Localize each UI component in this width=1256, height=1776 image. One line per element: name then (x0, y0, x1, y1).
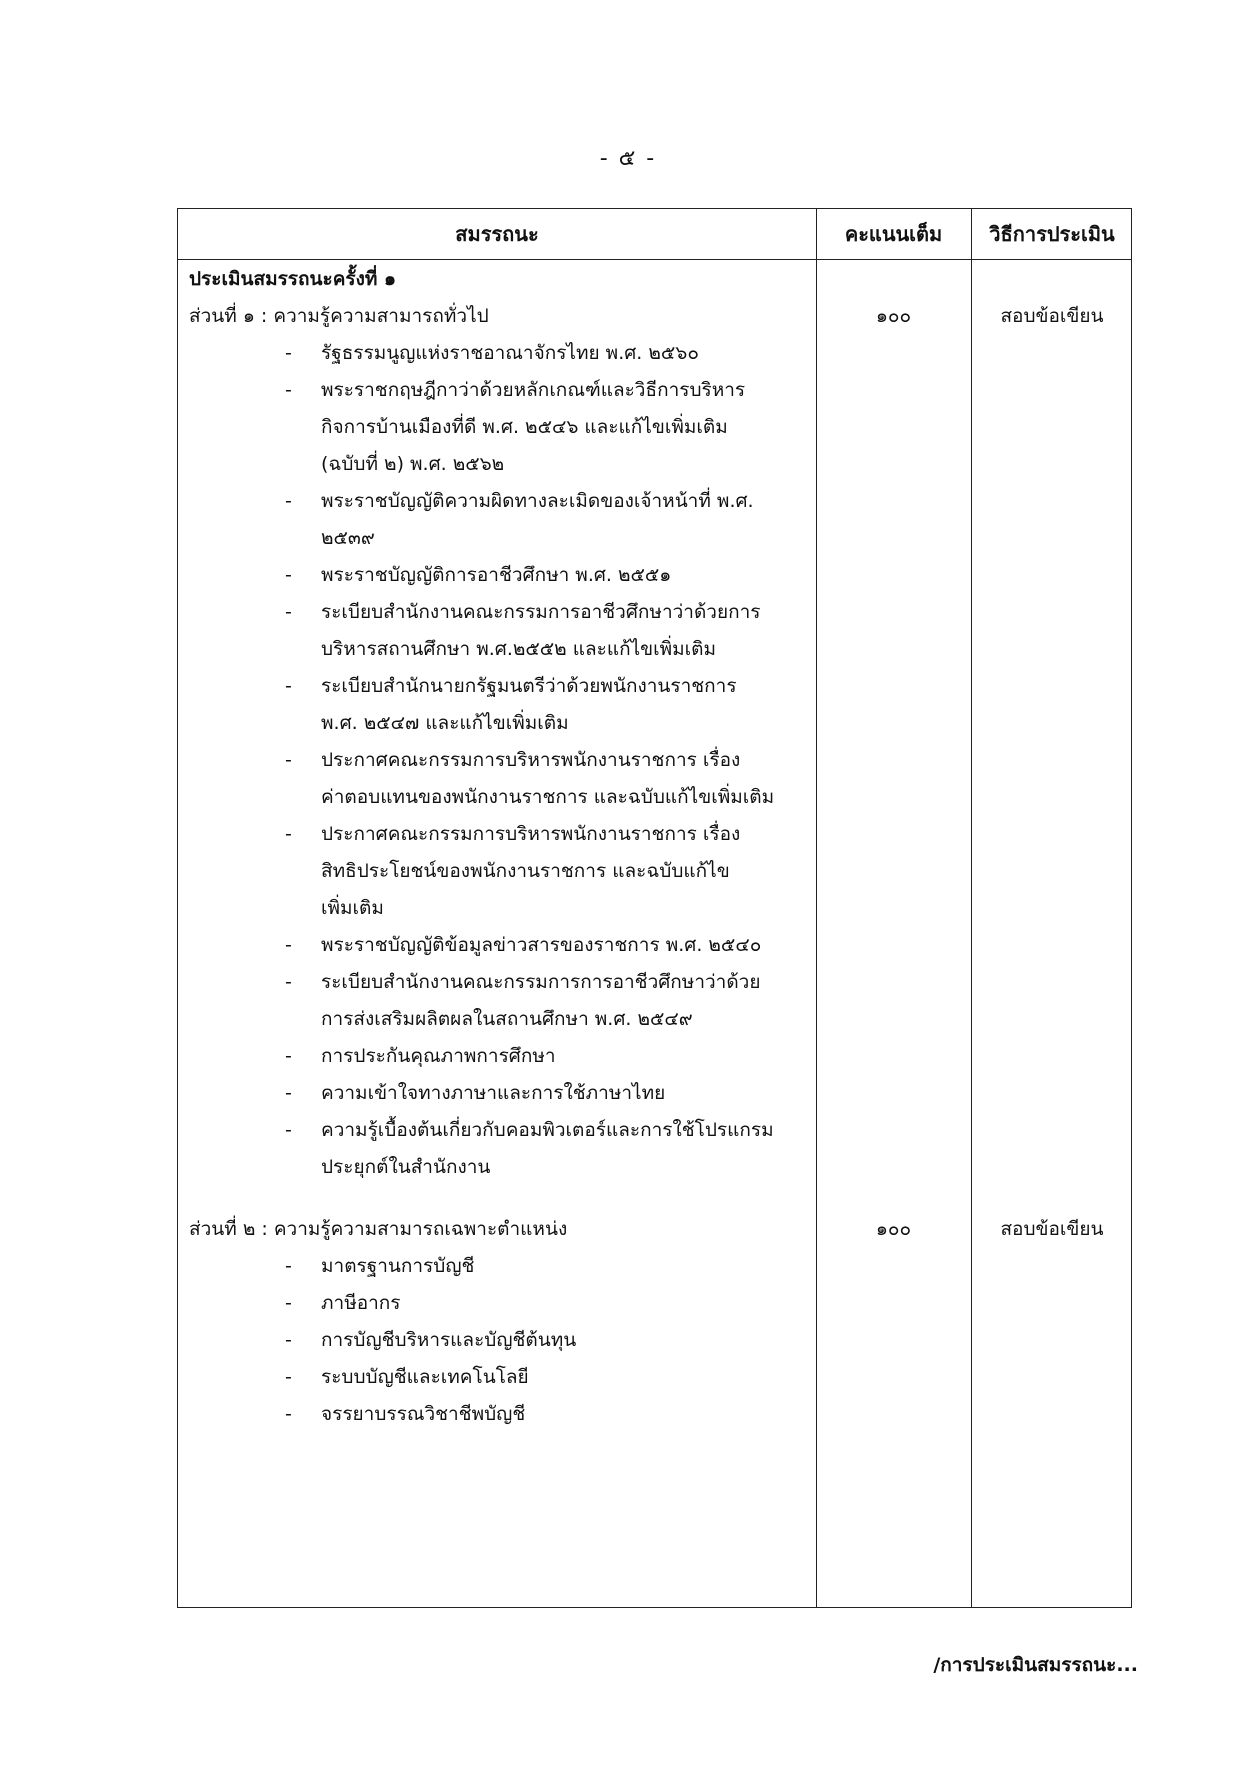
header-full-score: คะแนนเต็ม (844, 222, 943, 246)
bullet-dash: - (285, 1255, 292, 1277)
header-competency: สมรรถนะ (455, 222, 539, 246)
header-method: วิธีการประเมิน (989, 222, 1115, 246)
competency-content (189, 261, 814, 1433)
list-item-continuation: เพิ่มเติม (321, 897, 384, 919)
list-item-text: จรรยาบรรณวิชาชีพบัญชี (321, 1403, 526, 1425)
list-item (189, 964, 814, 1001)
list-item-text: ระเบียบสำนักงานคณะกรรมการการอาชีวศึกษาว่าด้วย (321, 971, 761, 993)
part2-score: ๑๐๐ (875, 1218, 912, 1240)
bullet-dash: - (285, 1119, 292, 1141)
list-item (189, 372, 814, 409)
competency-table (177, 208, 1132, 1608)
list-item-continuation: บริหารสถานศึกษา พ.ศ.๒๕๕๒ และแก้ไขเพิ่มเติม (321, 638, 717, 660)
list-item-continuation: ค่าตอบแทนของพนักงานราชการ และฉบับแก้ไขเพิ่มเติม (321, 786, 775, 808)
bullet-dash: - (285, 564, 292, 586)
list-item-text: พระราชบัญญัติความผิดทางละเมิดของเจ้าหน้าที่ พ.ศ. (321, 490, 754, 512)
list-item (189, 1038, 814, 1075)
bullet-dash: - (285, 379, 292, 401)
bullet-dash: - (285, 1403, 292, 1425)
list-item (189, 927, 814, 964)
list-item-text: พระราชกฤษฎีกาว่าด้วยหลักเกณฑ์และวิธีการบริหาร (321, 379, 746, 401)
list-item (189, 1396, 814, 1433)
list-item-text: ประกาศคณะกรรมการบริหารพนักงานราชการ เรื่อง (321, 823, 741, 845)
part2-method: สอบข้อเขียน (1000, 1218, 1104, 1240)
part1-title: ส่วนที่ ๑ : ความรู้ความสามารถทั่วไป (189, 305, 489, 327)
list-item-text: พระราชบัญญัติข้อมูลข่าวสารของราชการ พ.ศ. ๒๕๔๐ (321, 934, 762, 956)
bullet-dash: - (285, 1292, 292, 1314)
list-item-text: ระเบียบสำนักนายกรัฐมนตรีว่าด้วยพนักงานราชการ (321, 675, 737, 697)
list-item (189, 594, 814, 631)
list-item-text: ภาษีอากร (321, 1292, 401, 1314)
part2-items (189, 1248, 814, 1433)
bullet-dash: - (285, 601, 292, 623)
bullet-dash: - (285, 342, 292, 364)
part1-score: ๑๐๐ (875, 305, 912, 327)
part1-items (189, 335, 814, 1186)
round-title: ประเมินสมรรถนะครั้งที่ ๑ (189, 268, 397, 290)
bullet-dash: - (285, 490, 292, 512)
list-item-continuation: สิทธิประโยชน์ของพนักงานราชการ และฉบับแก้ไข (321, 860, 730, 882)
list-item-text: พระราชบัญญัติการอาชีวศึกษา พ.ศ. ๒๕๕๑ (321, 564, 672, 586)
list-item (189, 742, 814, 779)
list-item (189, 483, 814, 520)
list-item (189, 1248, 814, 1285)
list-item-text: ประกาศคณะกรรมการบริหารพนักงานราชการ เรื่อง (321, 749, 741, 771)
list-item-continuation: ประยุกต์ในสำนักงาน (321, 1156, 491, 1178)
list-item-continuation: (ฉบับที่ ๒) พ.ศ. ๒๕๖๒ (321, 453, 505, 475)
page-number: - ๕ - (599, 146, 657, 171)
list-item-text: การบัญชีบริหารและบัญชีต้นทุน (321, 1329, 577, 1351)
bullet-dash: - (285, 934, 292, 956)
list-item-text: มาตรฐานการบัญชี (321, 1255, 475, 1277)
list-item-continuation: กิจการบ้านเมืองที่ดี พ.ศ. ๒๕๔๖ และแก้ไขเพิ่มเติม (321, 416, 728, 438)
bullet-dash: - (285, 971, 292, 993)
column-divider (971, 209, 972, 1607)
list-item-text: การประกันคุณภาพการศึกษา (321, 1045, 556, 1067)
bullet-dash: - (285, 823, 292, 845)
header-divider (178, 259, 1131, 260)
bullet-dash: - (285, 1082, 292, 1104)
part1-method: สอบข้อเขียน (1000, 305, 1104, 327)
list-item (189, 1112, 814, 1149)
bullet-dash: - (285, 675, 292, 697)
bullet-dash: - (285, 1366, 292, 1388)
list-item (189, 1285, 814, 1322)
continuation-note: /การประเมินสมรรถนะ... (933, 1654, 1138, 1676)
list-item-text: ระเบียบสำนักงานคณะกรรมการอาชีวศึกษาว่าด้วยการ (321, 601, 761, 623)
list-item (189, 1075, 814, 1112)
list-item-text: ระบบบัญชีและเทคโนโลยี (321, 1366, 529, 1388)
bullet-dash: - (285, 749, 292, 771)
list-item (189, 816, 814, 853)
part2-title: ส่วนที่ ๒ : ความรู้ความสามารถเฉพาะตำแหน่ง (189, 1218, 568, 1240)
list-item (189, 557, 814, 594)
list-item (189, 1322, 814, 1359)
list-item-text: รัฐธรรมนูญแห่งราชอาณาจักรไทย พ.ศ. ๒๕๖๐ (321, 342, 699, 364)
list-item-continuation: ๒๕๓๙ (321, 527, 375, 549)
list-item (189, 335, 814, 372)
list-item-continuation: พ.ศ. ๒๕๔๗ และแก้ไขเพิ่มเติม (321, 712, 569, 734)
bullet-dash: - (285, 1045, 292, 1067)
list-item-continuation: การส่งเสริมผลิตผลในสถานศึกษา พ.ศ. ๒๕๔๙ (321, 1008, 693, 1030)
bullet-dash: - (285, 1329, 292, 1351)
list-item-text: ความเข้าใจทางภาษาและการใช้ภาษาไทย (321, 1082, 666, 1104)
list-item (189, 1359, 814, 1396)
column-divider (816, 209, 817, 1607)
list-item-text: ความรู้เบื้องต้นเกี่ยวกับคอมพิวเตอร์และการใช้โปรแกรม (321, 1119, 774, 1141)
list-item (189, 668, 814, 705)
